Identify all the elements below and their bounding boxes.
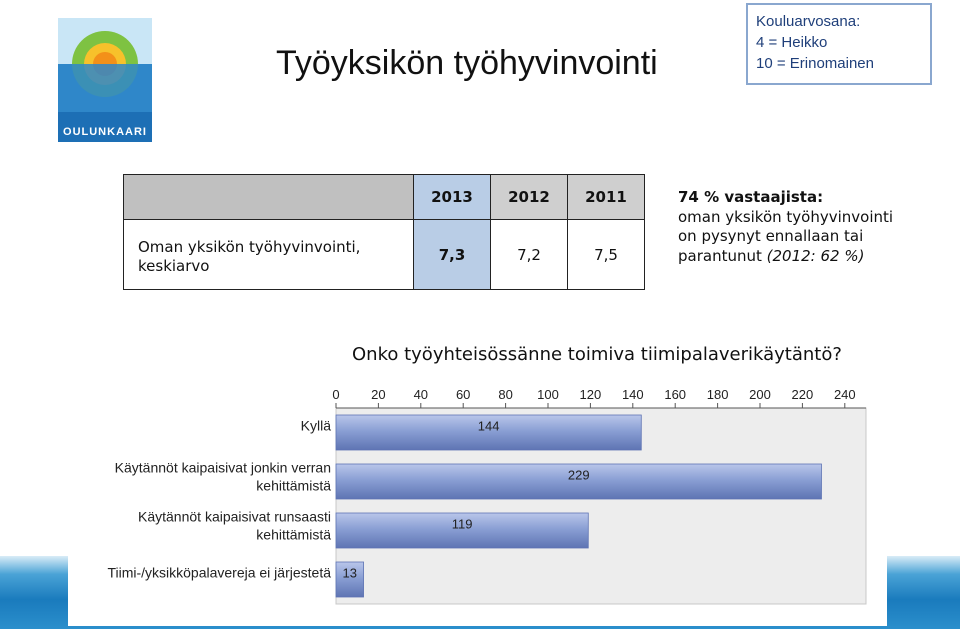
year-2011-header: 2011 (568, 175, 645, 220)
x-tick-label: 180 (706, 387, 729, 402)
bar-chart-frame (68, 380, 887, 626)
x-tick-label: 80 (498, 387, 513, 402)
x-tick-label: 40 (413, 387, 429, 402)
bar-value-label: 229 (567, 467, 590, 483)
x-tick-label: 160 (664, 387, 687, 402)
page-title: Työyksikön työhyvinvointi (276, 44, 658, 82)
category-label: kehittämistä (256, 477, 331, 494)
scale-line-2: 4 = Heikko (756, 34, 828, 51)
respondents-note (678, 188, 893, 266)
x-axis (332, 387, 866, 408)
grade-scale-box (746, 3, 932, 85)
x-tick-label: 240 (833, 387, 856, 402)
bar-chart (68, 380, 887, 626)
x-tick-label: 0 (332, 387, 340, 402)
respondents-line-1: 74 % vastaajista: (678, 188, 824, 206)
summary-label-line-1: Oman yksikön työhyvinvointi, (138, 238, 361, 256)
category-label: Käytännöt kaipaisivat jonkin verran (114, 459, 331, 476)
summary-label-cell (124, 175, 414, 290)
bar-value-label: 13 (342, 565, 358, 581)
year-2011-value: 7,5 (568, 220, 645, 290)
x-tick-label: 120 (579, 387, 602, 402)
category-labels (107, 418, 331, 581)
respondents-line-4 (678, 247, 893, 267)
year-2012-header: 2012 (491, 175, 568, 220)
respondents-previous-year: (2012: 62 %) (766, 246, 865, 265)
bar-value-label: 144 (477, 418, 500, 434)
respondents-line-2: oman yksikön työhyvinvointi (678, 207, 894, 226)
x-tick-label: 100 (537, 387, 559, 402)
scale-line-3: 10 = Erinomainen (756, 55, 874, 72)
chart-title: Onko työyhteisössänne toimiva tiimipalaverikäytäntö? (352, 344, 842, 365)
summary-label-header (124, 175, 413, 220)
x-tick-label: 20 (371, 387, 386, 402)
scale-line-1: Kouluarvosana: (756, 13, 861, 30)
year-2013-value: 7,3 (414, 220, 491, 290)
x-tick-label: 220 (791, 387, 814, 402)
year-2013-header: 2013 (414, 175, 491, 220)
category-label: Käytännöt kaipaisivat runsaasti (138, 508, 331, 525)
category-label: Kyllä (300, 417, 331, 434)
category-label: Tiimi-/yksikköpalavereja ei järjestetä (107, 564, 331, 581)
summary-label-line-2: keskiarvo (138, 257, 210, 275)
respondents-line-3: on pysynyt ennallaan tai (678, 227, 864, 245)
oulunkaari-logo (58, 18, 152, 142)
x-tick-label: 140 (621, 387, 644, 402)
wellbeing-summary-table (123, 174, 645, 290)
category-label: kehittämistä (256, 526, 331, 543)
x-tick-label: 200 (749, 387, 771, 402)
logo-graphic (58, 18, 152, 142)
summary-label (124, 220, 413, 276)
logo-text: OULUNKAARI (63, 126, 147, 138)
year-2012-value: 7,2 (491, 220, 568, 290)
x-tick-label: 60 (455, 387, 471, 402)
respondents-line-4-text: parantunut (678, 246, 767, 265)
bar-value-label: 119 (451, 516, 473, 532)
